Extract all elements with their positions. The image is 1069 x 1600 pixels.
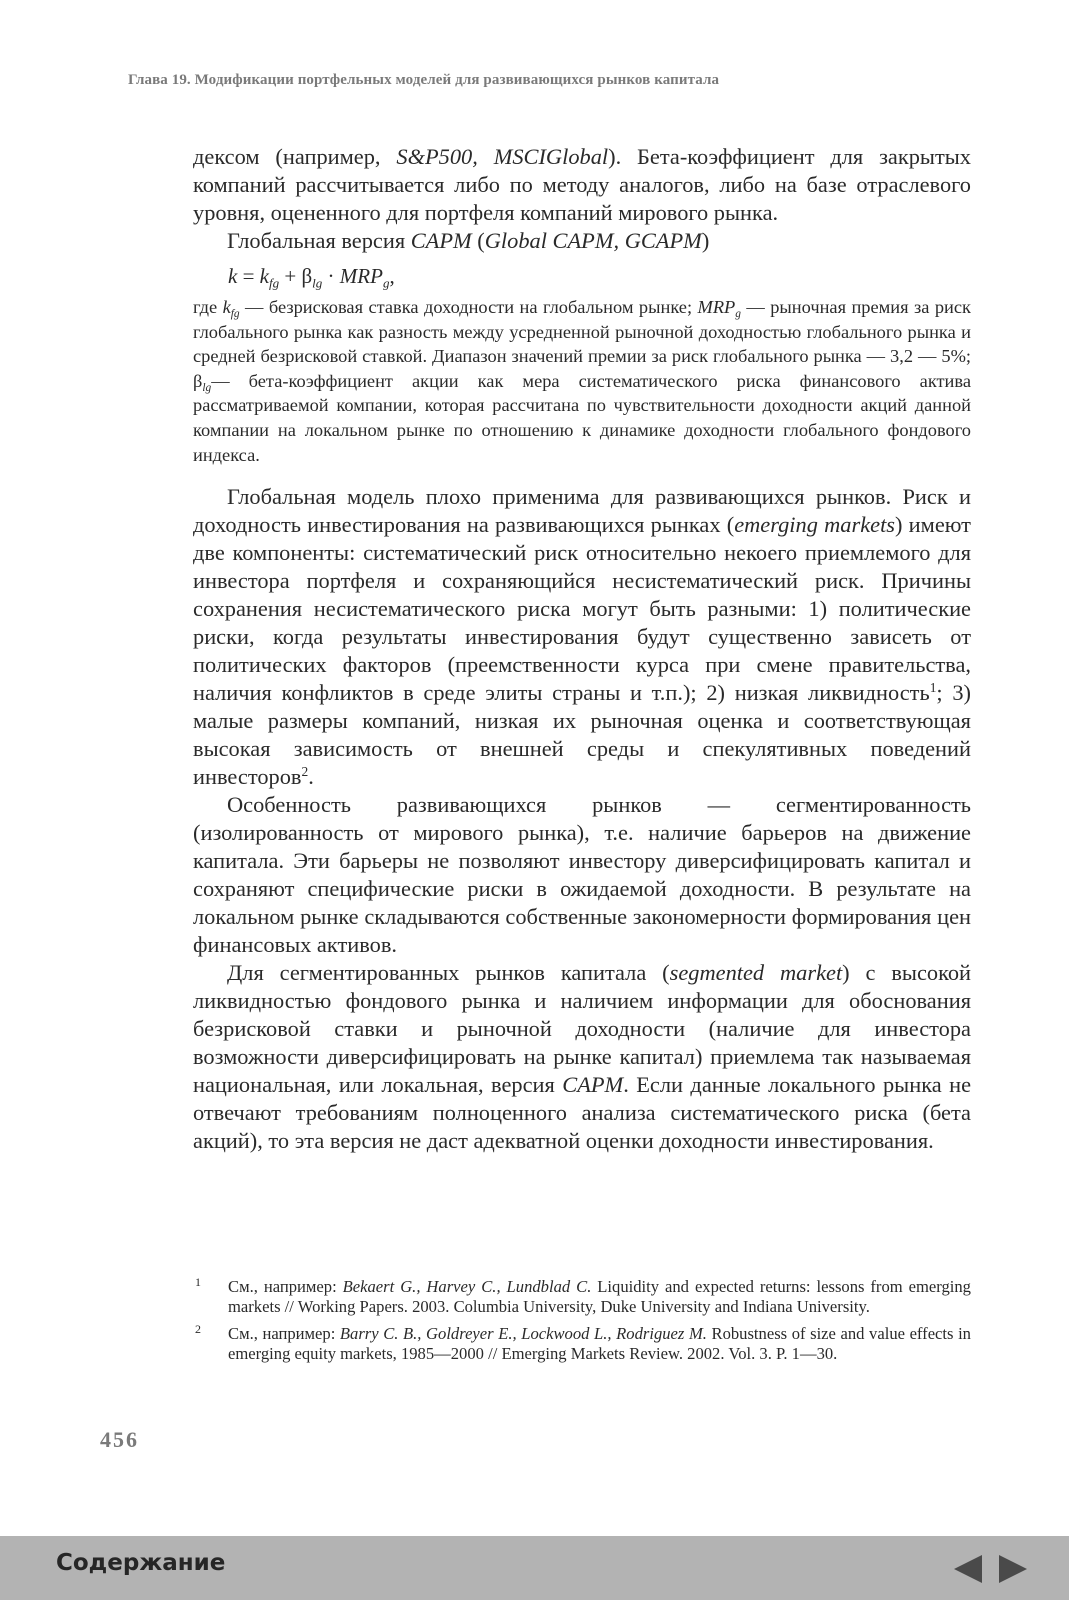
formula-subscript: fg bbox=[230, 307, 240, 320]
formula-operator: + bbox=[279, 264, 302, 288]
text-run: Глобальная версия bbox=[227, 228, 411, 253]
italic-run: Bekaert G., Harvey C., Lundblad C. bbox=[342, 1277, 592, 1296]
formula-symbol: k bbox=[228, 264, 238, 288]
formula-symbol: k bbox=[259, 264, 269, 288]
footnote-ref[interactable]: 1 bbox=[929, 680, 937, 696]
text-run: ) с высокой ликвидностью фондового рынка и наличием информации для обоснования безрисковой ставки и рыночной доходности (наличие для инвестора возможности диверсифицировать на рынке капитал) приемлема так называемая национальная, или локальная, версия bbox=[193, 960, 971, 1098]
italic-run: S&P500, MSCIGlobal bbox=[396, 144, 609, 169]
page-number: 456 bbox=[100, 1427, 139, 1452]
formula-explanation bbox=[193, 295, 971, 467]
formula-symbol: β bbox=[193, 370, 203, 391]
text-run: ) имеют две компоненты: систематический риск относительно некоего приемлемого для инвестора портфеля и сохраняющийся несистематический риск. Причины сохранения несистематического риска могут быть разными: 1) политические риски, когда результаты инвестирования будут существенно зависеть от политических факторов (преемственности курса при смене правительства, наличия конфликтов в среде элиты страны и т.п.); 2) низкая ликвидность bbox=[193, 512, 971, 706]
formula-symbol: MRP bbox=[697, 297, 736, 317]
formula-symbol: β bbox=[301, 264, 313, 288]
bottom-navigation-bar bbox=[0, 1536, 1069, 1600]
text-run: Для сегментированных рынков капитала ( bbox=[227, 960, 670, 986]
running-header: Глава 19. Модификации портфельных моделей для развивающихся рынков капитала bbox=[128, 72, 720, 88]
formula-punctuation: , bbox=[389, 264, 395, 288]
text-run: См., например: bbox=[228, 1277, 343, 1296]
italic-run: emerging markets bbox=[734, 512, 896, 538]
triangle-left-icon bbox=[952, 1553, 984, 1585]
paragraph-global-model bbox=[193, 483, 971, 791]
triangle-right-icon bbox=[997, 1553, 1029, 1585]
text-run: . bbox=[308, 764, 314, 790]
text-run: ) bbox=[701, 228, 710, 253]
text-run: ). Бета-коэффициент для закрытых компаний рассчитывается либо по методу аналогов, либо на базе отраслевого уровня, оцененного для портфеля компаний мирового рынка. bbox=[193, 144, 971, 225]
next-page-button[interactable] bbox=[997, 1553, 1029, 1585]
paragraph-segmentation: Особенность развивающихся рынков — сегментированность (изолированность от мирового рынка), т.е. наличие барьеров на движение капитала. Эти барьеры не позволяют инвестору диверсифицировать капитал и сохраняют специфические риски в ожидаемой доходности. В результате на локальном рынке складываются собственные закономерности формирования цен финансовых активов. bbox=[193, 792, 971, 958]
paragraph-segmented-markets bbox=[193, 959, 971, 1155]
formula-symbol: MRP bbox=[339, 264, 383, 288]
italic-run: CAPM bbox=[410, 228, 472, 253]
text-run: Глобальная модель плохо применима для развивающихся рынков. Риск и доходность инвестирования на развивающихся рынках ( bbox=[193, 484, 971, 538]
formula-operator: = bbox=[237, 264, 260, 288]
text-run: . Если данные локального рынка не отвечают требованиям полноценного анализа систематического риска (бета акций), то эта версия не даст адекватной оценки доходности инвестирования. bbox=[193, 1072, 972, 1154]
footnote-number: 2 bbox=[195, 1322, 201, 1336]
text-run: См., например: bbox=[228, 1324, 340, 1343]
text-run: — бета-коэффициент акции как мера систематического риска финансового актива рассматриваемой компании, которая рассчитана по чувствительности доходности акций данной компании на локальном рынке по отношению к динамике доходности глобального фондового индекса. bbox=[193, 370, 971, 465]
formula-subscript: fg bbox=[269, 275, 280, 291]
italic-run: CAPM bbox=[562, 1072, 624, 1098]
previous-page-button[interactable] bbox=[952, 1553, 984, 1585]
footnote bbox=[193, 1277, 971, 1316]
text-run: — рыночная премия за риск глобального рынка как разность между усредненной рыночной доходностью глобального рынка и средней безрисковой ставкой. Диапазон значений премии за риск глобального рынка — 3,2 — 5%; bbox=[193, 297, 971, 367]
formula-symbol: k bbox=[222, 297, 231, 317]
footnote bbox=[193, 1324, 971, 1363]
formula-subscript: g bbox=[382, 275, 390, 291]
text-run: ( bbox=[471, 228, 485, 253]
paragraph-continuation bbox=[193, 143, 971, 227]
text-run: где bbox=[193, 297, 223, 317]
text-run: — безрисковая ставка доходности на глобальном рынке; bbox=[239, 297, 698, 317]
footnote-ref[interactable]: 2 bbox=[301, 764, 309, 780]
text-run: Robustness of size and value effects in emerging equity markets, 1985—2000 // Emerging Markets Review. 2002. Vol. 3. P. 1—30. bbox=[228, 1324, 971, 1363]
text-run: Liquidity and expected returns: lessons from emerging markets // Working Papers. 2003. Columbia University, Duke University and Indiana University. bbox=[228, 1277, 971, 1316]
main-text bbox=[193, 143, 971, 1155]
italic-run: Barry C. B., Goldreyer E., Lockwood L., Rodriguez M. bbox=[339, 1324, 707, 1343]
paragraph-gcapm-intro bbox=[193, 227, 971, 255]
formula-operator: · bbox=[322, 264, 340, 288]
italic-run: Global CAPM, GCAPM bbox=[484, 228, 702, 253]
gcapm-formula bbox=[193, 257, 971, 295]
text-run: дексом (например, bbox=[193, 144, 397, 169]
formula-subscript: lg bbox=[312, 275, 323, 291]
formula-subscript: lg bbox=[202, 381, 212, 394]
table-of-contents-link[interactable]: Содержание bbox=[56, 1550, 226, 1576]
footnote-number: 1 bbox=[195, 1275, 201, 1289]
italic-run: segmented market bbox=[669, 960, 843, 986]
footnotes bbox=[193, 1277, 971, 1363]
text-run: ; 3) малые размеры компаний, низкая их рыночная оценка и соответствующая высокая зависимость от внешней среды и спекулятивных поведений инвесторов bbox=[193, 680, 971, 790]
formula-subscript: g bbox=[735, 307, 741, 320]
